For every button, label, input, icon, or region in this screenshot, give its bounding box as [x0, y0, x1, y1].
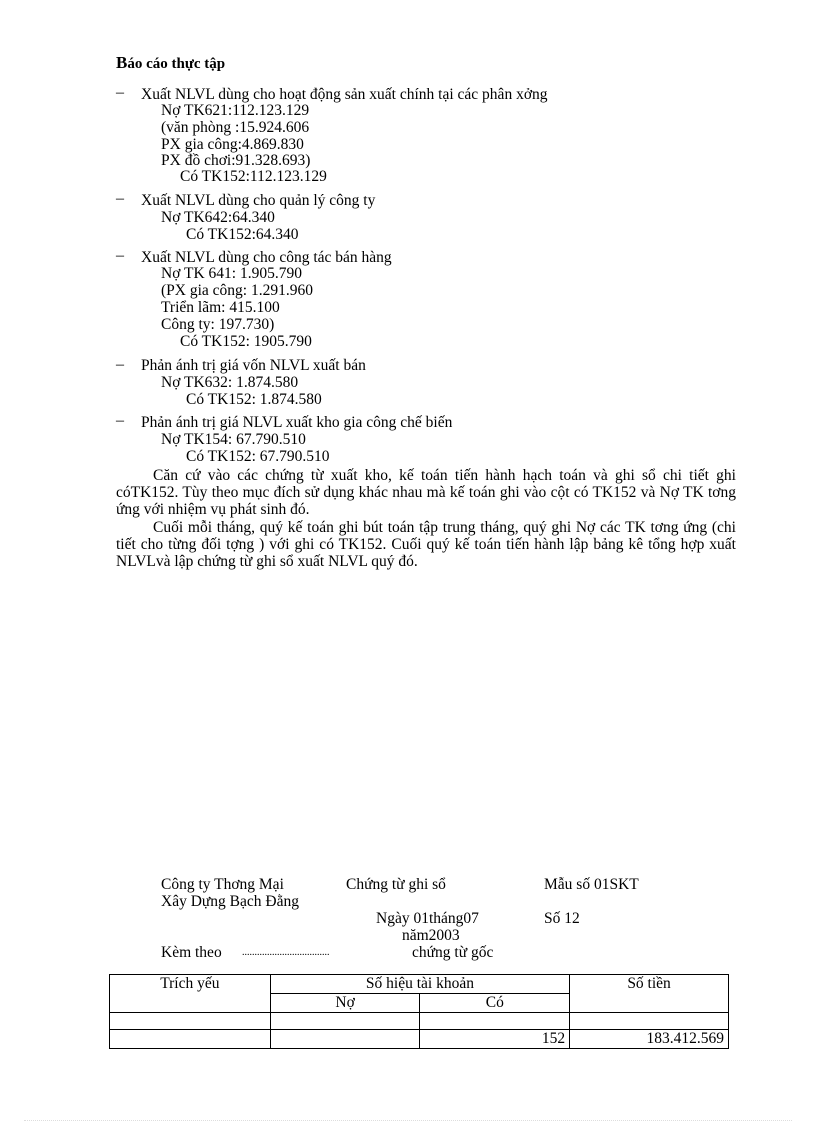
page-title: Báo cáo thực tập: [116, 53, 226, 72]
list-bullet: –: [116, 247, 124, 264]
header-credit: Có: [420, 994, 570, 1013]
entry-line: PX đồ chơi:91.328.693): [161, 152, 311, 169]
company-name-line2: Xây Dựng Bạch Đằng: [161, 893, 299, 910]
list-bullet: –: [116, 84, 124, 101]
entry-credit: Có TK152: 67.790.510: [186, 448, 330, 465]
entry-heading: Xuất NLVL dùng cho hoạt động sản xuất chính tại các phân xởng: [141, 86, 548, 103]
page-bottom-divider: [24, 1120, 792, 1121]
cell-summary: [110, 1030, 271, 1049]
cell-credit: [420, 1013, 570, 1030]
entry-credit: Có TK152: 1.874.580: [186, 391, 322, 408]
entry-heading: Xuất NLVL dùng cho công tác bán hàng: [141, 249, 392, 266]
entry-line: Triển lãm: 415.100: [161, 299, 280, 316]
entry-line: PX gia công:4.869.830: [161, 136, 304, 153]
header-summary: Trích yếu: [110, 975, 271, 1013]
cell-credit: 152: [420, 1030, 570, 1049]
cell-amount: 183.412.569: [570, 1030, 729, 1049]
body-paragraph: Cuối mỗi tháng, quý kế toán ghi bút toán tập trung tháng, quý ghi Nợ các TK tơng ứng (chi tiết cho từng đối tợng ) với ghi có TK152. Cuối quý kế toán tiến hành lập bảng kê tổng hợp xuất NLVLvà lập chứng từ ghi sổ xuất NLVL quý đó.: [116, 519, 736, 570]
entry-line: Nợ TK642:64.340: [161, 209, 275, 226]
entry-line: Nợ TK154: 67.790.510: [161, 431, 306, 448]
entry-credit: Có TK152: 1905.790: [180, 333, 312, 350]
body-paragraph: Căn cứ vào các chứng từ xuất kho, kế toán tiến hành hạch toán và ghi sổ chi tiết ghi cóTK152. Tùy theo mục đích sử dụng khác nhau mà kế toán ghi vào cột có TK152 và Nợ TK tơng ứng với nhiệm vụ phát sinh đó.: [116, 467, 736, 518]
attachment-label: Kèm theo: [161, 944, 222, 961]
voucher-table: [109, 974, 729, 1049]
entry-credit: Có TK152:64.340: [186, 226, 299, 243]
entry-line: (PX gia công: 1.291.960: [161, 282, 313, 299]
entry-heading: Xuất NLVL dùng cho quản lý công ty: [141, 192, 376, 209]
entry-line: Nợ TK632: 1.874.580: [161, 374, 299, 391]
entry-credit: Có TK152:112.123.129: [180, 168, 327, 185]
company-name: Công ty Thơng Mại: [161, 876, 284, 893]
attachment-suffix: chứng từ gốc: [412, 944, 494, 961]
cell-debit: [270, 1030, 420, 1049]
attachment-dots: ...................................: [242, 947, 330, 958]
list-bullet: –: [116, 412, 124, 429]
cell-debit: [270, 1013, 420, 1030]
entry-heading: Phản ánh trị giá vốn NLVL xuất bán: [141, 357, 366, 374]
voucher-year: năm2003: [402, 927, 460, 944]
entry-heading: Phản ánh trị giá NLVL xuất kho gia công chế biến: [141, 414, 453, 431]
table-row: [110, 1013, 729, 1030]
cell-summary: [110, 1013, 271, 1030]
voucher-date: Ngày 01tháng07: [376, 910, 479, 927]
entry-line: (văn phòng :15.924.606: [161, 119, 310, 136]
header-account: Số hiệu tài khoản: [270, 975, 569, 994]
entry-line: Nợ TK 641: 1.905.790: [161, 265, 302, 282]
entry-line: Công ty: 197.730): [161, 316, 275, 333]
list-bullet: –: [116, 190, 124, 207]
header-debit: Nợ: [270, 994, 420, 1013]
form-number: Mẫu số 01SKT: [544, 876, 639, 893]
header-amount: Số tiền: [570, 975, 729, 1013]
voucher-number: Số 12: [544, 910, 580, 927]
list-bullet: –: [116, 356, 124, 373]
table-row: [110, 1030, 729, 1049]
voucher-title: Chứng từ ghi sổ: [346, 876, 446, 893]
cell-amount: [570, 1013, 729, 1030]
entry-line: Nợ TK621:112.123.129: [161, 102, 310, 119]
